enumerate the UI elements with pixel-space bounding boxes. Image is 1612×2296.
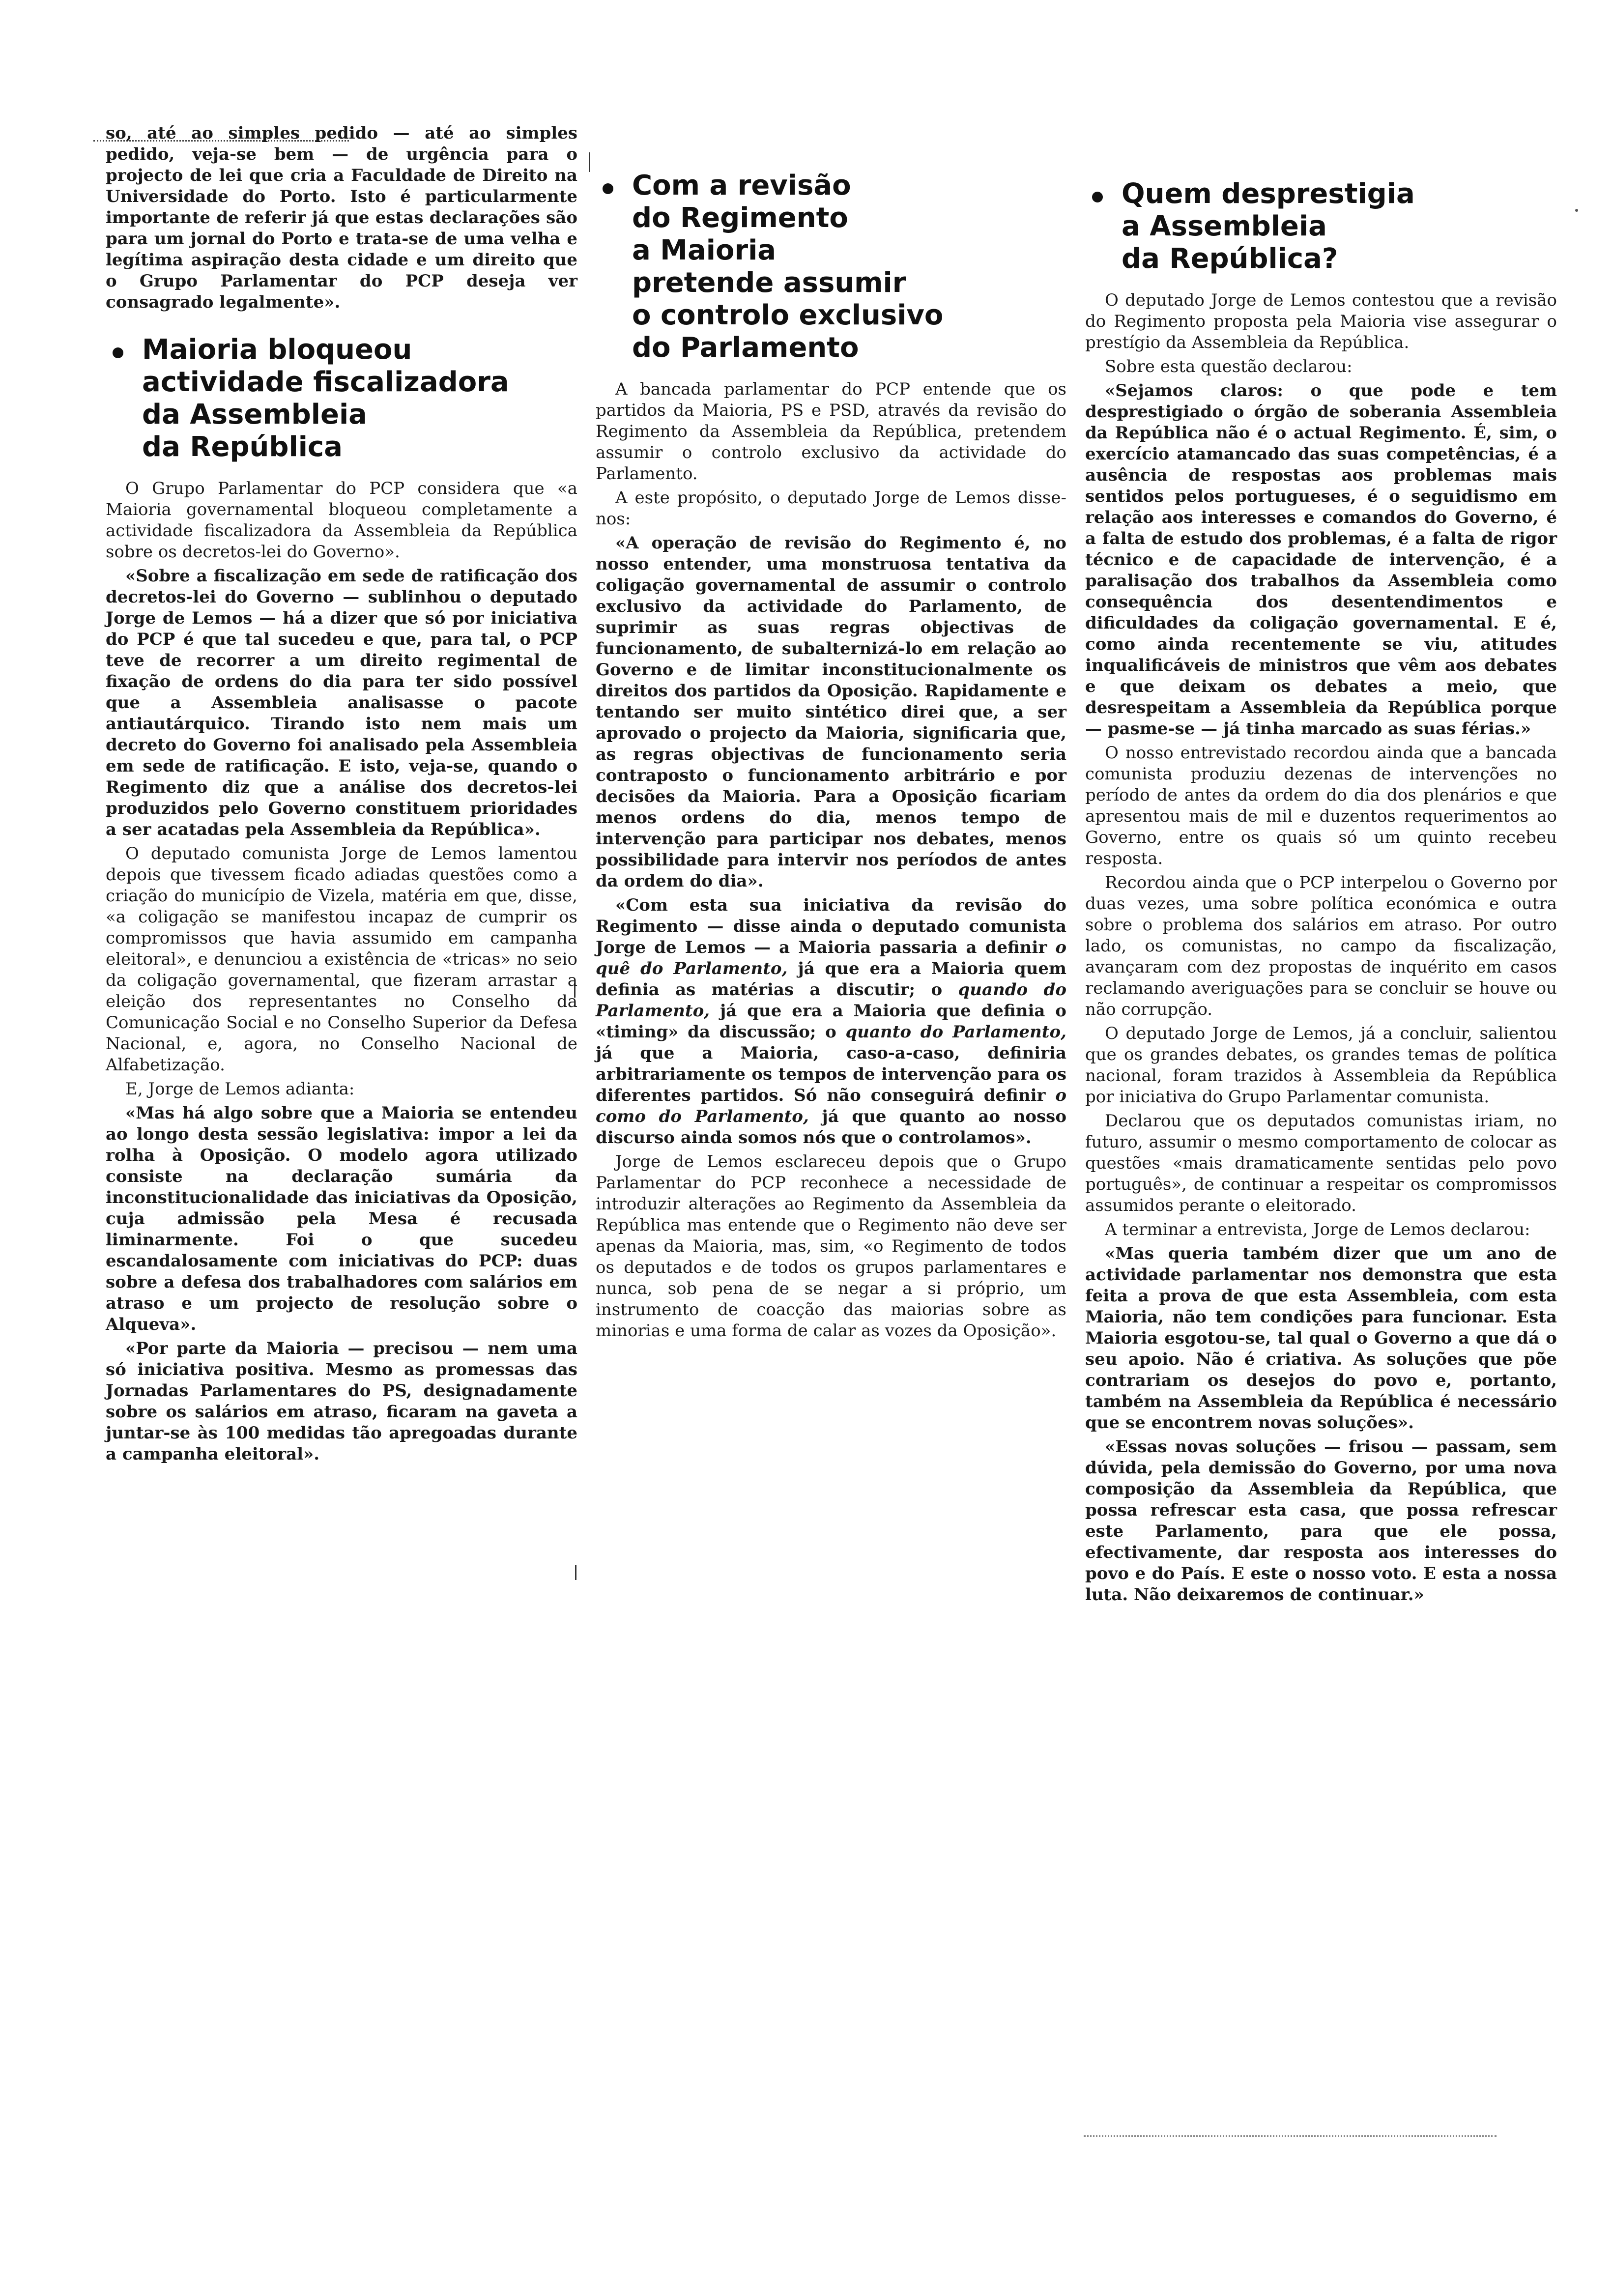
heading-line: Com a revisão [632, 170, 851, 201]
heading-line: do Parlamento [632, 332, 859, 364]
paragraph: A bancada parlamentar do PCP entende que os partidos da Maioria, PS e PSD, através da revisão do Regimento da Assembleia da República, pretendem assumir o controlo exclusivo da actividade do Parlamento. [596, 379, 1066, 484]
paragraph: Recordou ainda que o PCP interpelou o Governo por duas vezes, uma sobre política económica e outra sobre o problema dos salários em atraso. Por outro lado, os comunistas, no campo da fiscalização, avançaram com dez propostas de inquérito em casos reclamando averiguações para se concluir se houve ou não corrupção. [1085, 873, 1557, 1019]
heading-line: Quem desprestigia [1122, 178, 1415, 210]
quote-paragraph: «Mas queria também dizer que um ano de actividade parlamentar nos demonstra que esta feita a prova de que esta Assembleia, com esta Maioria, não tem condições para funcionar. Esta Maioria esgotou-se, tal qual o Governo a que dá o seu apoio. Não é criativa. As soluções que põe contrariam os desejos do povo e, portanto, também na Assembleia da República é necessário que se encontrem novas soluções». [1085, 1244, 1557, 1433]
text-run: já que era a Maioria quem definia as matérias a discutir; o [596, 959, 1066, 1000]
paragraph: A este propósito, o deputado Jorge de Lemos disse-nos: [596, 488, 1066, 529]
heading-line: da Assembleia [142, 399, 367, 430]
heading-line: da República [142, 431, 343, 463]
column-mark [589, 152, 590, 172]
heading-text [1122, 178, 1415, 275]
heading-text [632, 170, 943, 364]
section-heading-regimento [596, 170, 1066, 364]
scan-speck [1575, 209, 1578, 212]
heading-line: a Maioria [632, 234, 777, 266]
text-run: já que quanto ao nosso discurso ainda somos nós que o controlamos». [596, 1107, 1066, 1148]
heading-line: a Assembleia [1122, 210, 1327, 242]
paragraph: Declarou que os deputados comunistas iriam, no futuro, assumir o mesmo comportamento de colocar as questões «mais dramaticamente sentidas pelo povo português», de continuar a respeitar os compromissos assumidos perante o eleitorado. [1085, 1111, 1557, 1215]
bottom-dotted-rule [1084, 2135, 1497, 2137]
column-mark [575, 1565, 576, 1580]
quote-paragraph: «A operação de revisão do Regimento é, no nosso entender, uma monstruosa tentativa da coligação governamental de assumir o controlo exclusivo da actividade do Parlamento, de suprimir as suas regras objectivas de funcionamento, de subalternizá-lo em relação ao Governo e de limitar inconstitucionalmente os direitos dos partidos da Oposição. Rapidamente e tentando ser muito sintético direi que, a ser aprovado o projecto da Maioria, significaria que, as regras objectivas de funcionamento seria contraposto o funcionamento arbitrário e por decisões da Maioria. Para a Oposição ficariam menos ordens do dia, menos tempo de intervenção para participar nos debates, menos possibilidade para intervir nos períodos de antes da ordem do dia». [596, 533, 1066, 891]
section-heading-fiscalizadora [106, 334, 577, 463]
heading-text [142, 334, 509, 463]
section-heading-desprestigia [1085, 178, 1557, 275]
paragraph: A terminar a entrevista, Jorge de Lemos declarou: [1105, 1220, 1530, 1239]
text-run: já que a Maioria, caso-a-caso, definiria arbitrariamente os tempos de intervenção para os diferentes partidos. Só não conseguirá definir [596, 1043, 1066, 1105]
paragraph: O deputado Jorge de Lemos, já a concluir, salientou que os grandes debates, os grandes temas de política nacional, foram trazidos à Assembleia da República por iniciativa do Grupo Parlamentar comunista. [1085, 1024, 1557, 1107]
paragraph: E, Jorge de Lemos adianta: [125, 1079, 355, 1099]
quote-paragraph: «Sejamos claros: o que pode e tem desprestigiado o órgão de soberania Assembleia da República não é o actual Regimento. É, sim, o exercício atamancado das suas competências, é a ausência de respostas aos problemas mais sentidos pelos portugueses, é o seguidismo em relação aos interesses e comandos do Governo, é a falta de estudo dos problemas, é a falta de rigor técnico e de capacidade de intervenção, é a paralisação dos trabalhos da Assembleia como consequência dos desentendimentos e dificuldades da coligação governamental. E é, como ainda recentemente se viu, atitudes inqualificáveis de ministros que vêm aos debates e que deixam os debates a meio, que desrespeitam a Assembleia da República porque — pasme-se — já tinha marcado as suas férias.» [1085, 381, 1557, 739]
heading-line: da República? [1122, 243, 1338, 275]
bullet-icon [1092, 192, 1103, 202]
italic-run: quando do Parlamento, [596, 980, 1067, 1021]
heading-line: o controlo exclusivo [632, 299, 944, 331]
quote-paragraph: «Sobre a fiscalização em sede de ratificação dos decretos-lei do Governo — sublinhou o deputado Jorge de Lemos — há a dizer que só por iniciativa do PCP é que tal sucedeu e que, para tal, o PCP teve de recorrer a um direito regimental de fixação de ordens do dia para ter sido possível que a Assembleia analisasse o pacote antiautárquico. Tirando isto nem mais um decreto do Governo foi analisado pela Assembleia em sede de ratificação. E isto, veja-se, quando o Regimento diz que a análise dos decretos-lei produzidos pelo Governo constituem prioridades a ser acatadas pela Assembleia da República». [106, 566, 577, 839]
italic-run: o como do Parlamento, [596, 1086, 1066, 1126]
text-run: já que era a Maioria que definia o «timing» da discussão; o [596, 1001, 1066, 1042]
paragraph: O Grupo Parlamentar do PCP considera que «a Maioria governamental bloqueou completamente a actividade fiscalizadora da Assembleia da República sobre os decretos-lei do Governo». [106, 479, 577, 562]
bullet-icon [113, 347, 123, 358]
text-run: «Com esta sua iniciativa da revisão do Regimento — disse ainda o deputado comunista Jorge de Lemos — a Maioria passaria a definir [596, 895, 1066, 957]
paragraph: O nosso entrevistado recordou ainda que a bancada comunista produziu dezenas de intervenções no período de antes da ordem do dia dos plenários e que apresentou mais de mil e duzentos requerimentos ao Governo, entre os quais só um quinto recebeu resposta. [1085, 743, 1557, 868]
italic-run: quanto do Parlamento, [845, 1022, 1066, 1042]
column-3 [1085, 123, 1557, 1608]
column-2 [596, 123, 1066, 1345]
quote-paragraph: «Por parte da Maioria — precisou — nem uma só iniciativa positiva. Mesmo as promessas das Jornadas Parlamentares do PS, designadamente sobre os salários em atraso, ficaram na gaveta a juntar-se às 100 medidas tão apregoadas durante a campanha eleitoral». [106, 1339, 577, 1464]
paragraph: Jorge de Lemos esclareceu depois que o Grupo Parlamentar do PCP reconhece a necessidade de introduzir alterações ao Regimento da Assembleia da República mas entende que o Regimento não deve ser apenas da Maioria, mas, sim, «o Regimento de todos os deputados e de todos os grupos parlamentares e nunca, sob pena de se negar a si próprio, um instrumento de coacção das maiorias sobre as minorias e uma forma de calar as vozes da Oposição». [596, 1152, 1066, 1341]
quote-paragraph-italic [596, 895, 1066, 1148]
heading-line: Maioria bloqueou [142, 334, 412, 366]
intro-paragraph: so, até ao simples pedido — até ao simples pedido, veja-se bem — de urgência para o projecto de lei que cria a Faculdade de Direito na Universidade do Porto. Isto é particularmente importante de referir já que estas declarações são para um jornal do Porto e trata-se de uma velha e legítima aspiração desta cidade e um direito que o Grupo Parlamentar do PCP deseja ver consagrado legalmente». [106, 123, 577, 312]
heading-line: do Regimento [632, 202, 848, 234]
column-1 [106, 123, 577, 1468]
bullet-icon [603, 183, 613, 194]
paragraph: O deputado Jorge de Lemos contestou que a revisão do Regimento proposta pela Maioria vise assegurar o prestígio da Assembleia da República. [1085, 290, 1557, 352]
heading-line: actividade fiscalizadora [142, 366, 509, 398]
quote-paragraph: «Mas há algo sobre que a Maioria se entendeu ao longo desta sessão legislativa: impor a lei da rolha à Oposição. O modelo agora utilizado consiste na declaração sumária da inconstitucionalidade das iniciativas da Oposição, cuja admissão pela Mesa é recusada liminarmente. Foi o que sucedeu escandalosamente com iniciativas do PCP: duas sobre a defesa dos trabalhadores com salários em atraso e um projecto de resolução sobre o Alqueva». [106, 1103, 577, 1334]
paragraph: O deputado comunista Jorge de Lemos lamentou depois que tivessem ficado adiadas questões como a criação do município de Vizela, matéria em que, disse, «a coligação se manifestou incapaz de cumprir os compromissos que havia assumido em campanha eleitoral», e denunciou a existência de «tricas» no seio da coligação governamental, que fizeram arrastar a eleição dos representantes no Conselho da Comunicação Social e no Conselho Superior da Defesa Nacional, e, agora, no Conselho Nacional de Alfabetização. [106, 844, 577, 1075]
heading-line: pretende assumir [632, 267, 906, 299]
quote-paragraph: «Essas novas soluções — frisou — passam, sem dúvida, pela demissão do Governo, por uma nova composição da Assembleia da República, que possa refrescar esta casa, que possa refrescar este Parlamento, para que ele possa, efectivamente, dar resposta aos interesses do povo e do País. E este o nosso voto. E esta a nossa luta. Não deixaremos de continuar.» [1085, 1437, 1557, 1605]
paragraph: Sobre esta questão declarou: [1105, 357, 1353, 376]
italic-run: o quê do Parlamento, [596, 938, 1066, 978]
